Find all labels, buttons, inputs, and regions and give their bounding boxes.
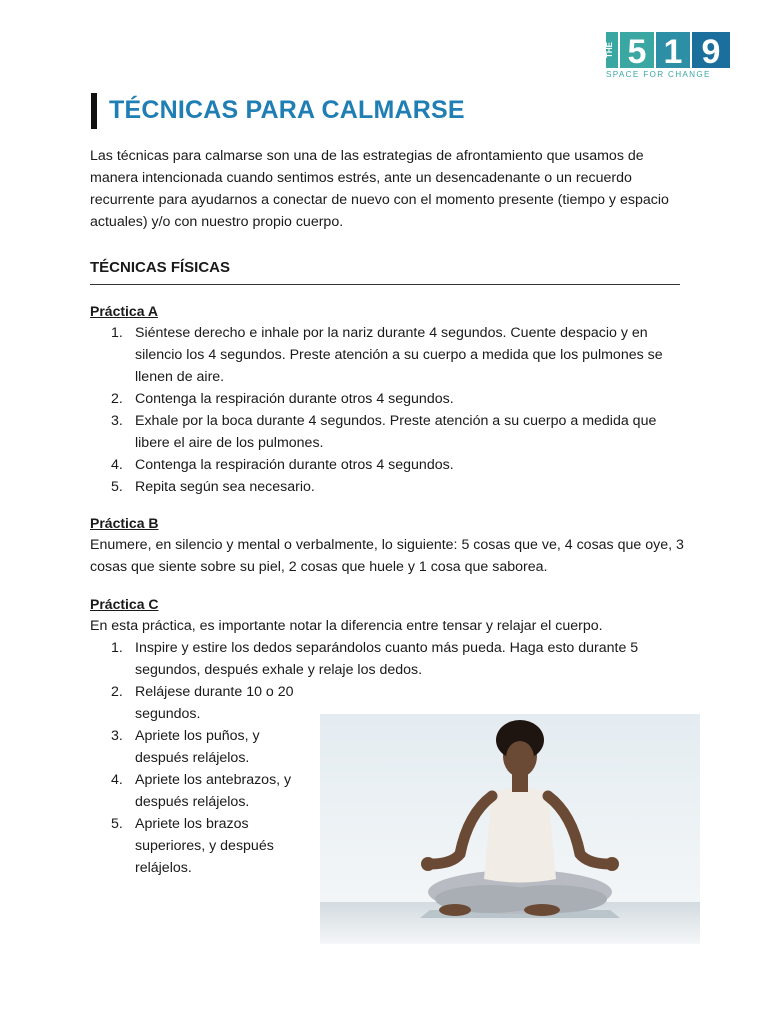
list-item-text: Repita según sea necesario. bbox=[135, 479, 315, 495]
meditation-photo bbox=[320, 714, 700, 944]
practica-a-list bbox=[90, 322, 690, 498]
list-item-text: Contenga la respiración durante otros 4 segundos. bbox=[135, 457, 454, 473]
list-number: 1. bbox=[111, 325, 123, 341]
logo-the-text: THE bbox=[605, 42, 614, 58]
list-item bbox=[90, 322, 690, 388]
logo-tagline: SPACE FOR CHANGE bbox=[606, 70, 711, 79]
practica-b-heading: Práctica B bbox=[90, 515, 159, 531]
list-item-line: Apriete los brazos bbox=[135, 816, 249, 832]
list-item bbox=[90, 637, 690, 681]
list-number: 4. bbox=[111, 457, 123, 473]
list-item-text: Contenga la respiración durante otros 4 segundos. bbox=[135, 391, 454, 407]
practica-b-text: Enumere, en silencio y mental o verbalmente, lo siguiente: 5 cosas que ve, 4 cosas que oye, 3 cosas que siente sobre su piel, 2 cosas que huele y 1 cosa que saborea. bbox=[90, 537, 684, 575]
logo-digit-5: 5 bbox=[627, 33, 647, 71]
practica-a-heading: Práctica A bbox=[90, 303, 158, 319]
list-number: 4. bbox=[111, 772, 123, 788]
list-number: 2. bbox=[111, 684, 123, 700]
list-item bbox=[90, 410, 690, 454]
list-number: 5. bbox=[111, 479, 123, 495]
practica-a bbox=[90, 300, 690, 498]
list-item-line: Inspire y estire los dedos separándolos cuanto más pueda. Haga esto durante 5 bbox=[135, 640, 639, 656]
list-item-line: relájelos. bbox=[135, 860, 192, 876]
list-number: 3. bbox=[111, 413, 123, 429]
list-number: 3. bbox=[111, 728, 123, 744]
list-item bbox=[90, 388, 690, 410]
list-item bbox=[90, 476, 690, 498]
list-item-line: Relájese durante 10 o 20 bbox=[135, 684, 294, 700]
intro-paragraph: Las técnicas para calmarse son una de las estrategias de afrontamiento que usamos de manera intencionada cuando sentimos estrés, ante un desencadenante o un recuerdo recurrente para ayudarnos a conectar de nuevo con el momento presente (tiempo y espacio actuales) y/o con nuestro propio cuerpo. bbox=[90, 148, 669, 230]
list-number: 2. bbox=[111, 391, 123, 407]
the-519-logo bbox=[606, 30, 732, 80]
logo-digit-1: 1 bbox=[663, 33, 683, 71]
list-item-text: Siéntese derecho e inhale por la nariz durante 4 segundos. Cuente despacio y en silencio los 4 segundos. Preste atención a su cuerpo a medida que los pulmones se llenen de aire. bbox=[135, 325, 663, 385]
list-item-line: segundos, después exhale y relaje los dedos. bbox=[135, 662, 423, 678]
list-item bbox=[90, 454, 690, 476]
practica-b bbox=[90, 512, 690, 578]
list-item-line: Apriete los antebrazos, y bbox=[135, 772, 292, 788]
list-number: 5. bbox=[111, 816, 123, 832]
list-item-line: después relájelos. bbox=[135, 794, 250, 810]
list-item-line: superiores, y después bbox=[135, 838, 274, 854]
logo-digit-9: 9 bbox=[701, 33, 721, 71]
title-accent-bar bbox=[91, 93, 97, 129]
practica-c-intro: En esta práctica, es importante notar la diferencia entre tensar y relajar el cuerpo. bbox=[90, 618, 603, 634]
list-item-line: Apriete los puños, y bbox=[135, 728, 260, 744]
page-title: TÉCNICAS PARA CALMARSE bbox=[109, 96, 465, 124]
section-divider bbox=[90, 284, 680, 285]
list-item-line: segundos. bbox=[135, 706, 201, 722]
list-number: 1. bbox=[111, 640, 123, 656]
list-item-line: después relájelos. bbox=[135, 750, 250, 766]
practica-c-heading: Práctica C bbox=[90, 596, 159, 612]
list-item-text: Exhale por la boca durante 4 segundos. Preste atención a su cuerpo a medida que libere el aire de los pulmones. bbox=[135, 413, 657, 451]
section-heading: TÉCNICAS FÍSICAS bbox=[90, 259, 231, 276]
